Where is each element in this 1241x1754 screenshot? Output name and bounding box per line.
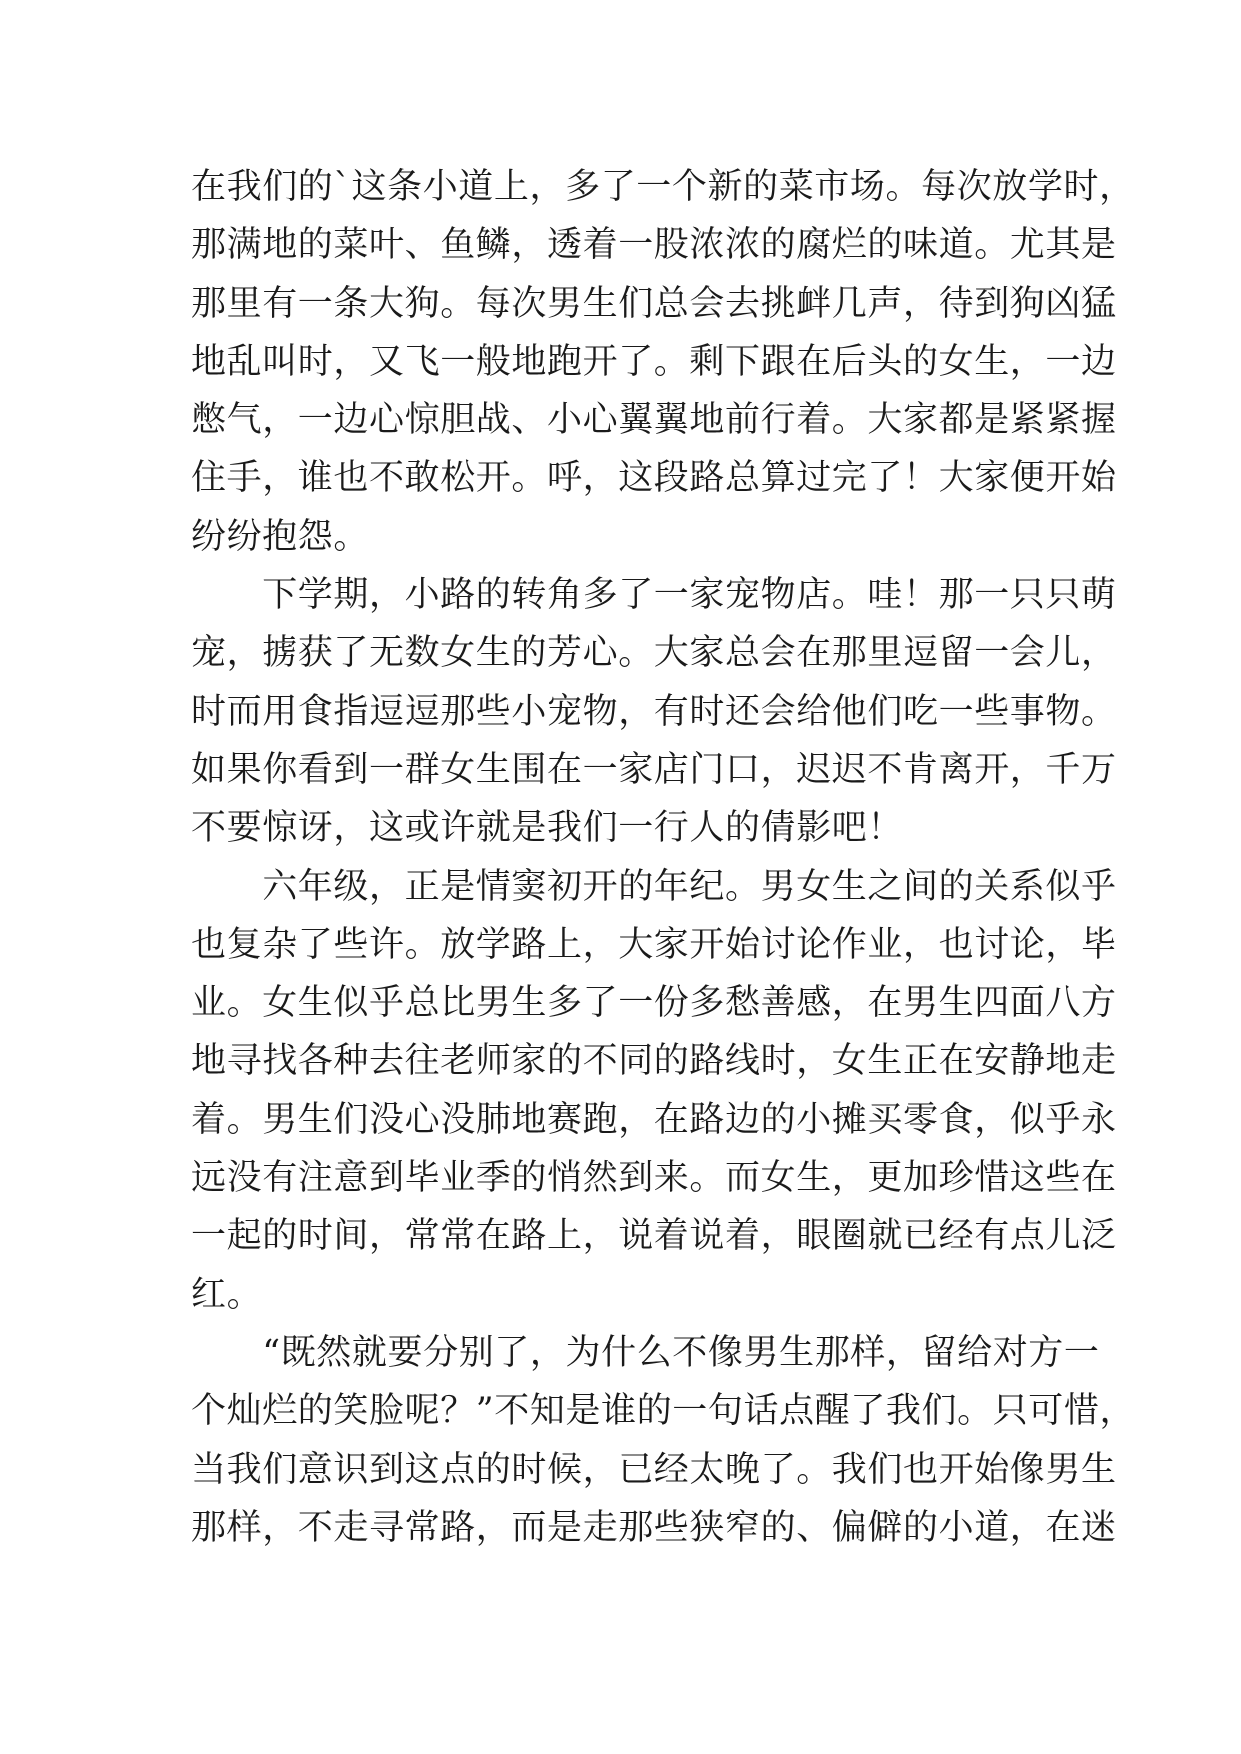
text-line: 业。女生似乎总比男生多了一份多愁善感，在男生四面八方 — [191, 983, 1117, 1024]
text-line: 如果你看到一群女生围在一家店门口，迟迟不肯离开，千万 — [191, 749, 1117, 790]
text-line: 当我们意识到这点的时候，已经太晚了。我们也开始像男生 — [191, 1449, 1117, 1490]
text-line: 那样，不走寻常路，而是走那些狭窄的、偏僻的小道，在迷 — [191, 1507, 1117, 1548]
text-line: 住手，谁也不敢松开。呼，这段路总算过完了！大家便开始 — [191, 458, 1117, 499]
text-line: 纷纷抱怨。 — [191, 516, 370, 557]
text-line: 地乱叫时，又飞一般地跑开了。剩下跟在后头的女生，一边 — [191, 341, 1117, 382]
text-line: 个灿烂的笑脸呢？”不知是谁的一句话点醒了我们。只可惜， — [191, 1391, 1136, 1432]
text-line: 远没有注意到毕业季的悄然到来。而女生，更加珍惜这些在 — [191, 1158, 1117, 1199]
text-line: 地寻找各种去往老师家的不同的路线时，女生正在安静地走 — [191, 1041, 1117, 1082]
text-line: 在我们的`这条小道上，多了一个新的菜市场。每次放学时， — [191, 167, 1135, 207]
text-line: 也复杂了些许。放学路上，大家开始讨论作业，也讨论，毕 — [191, 924, 1117, 965]
text-line: 红。 — [191, 1274, 263, 1315]
text-line: 不要惊讶，这或许就是我们一行人的倩影吧！ — [191, 808, 904, 849]
text-line: 下学期，小路的转角多了一家宠物店。哇！那一只只萌 — [191, 575, 1117, 616]
text-line: “既然就要分别了，为什么不像男生那样，留给对方一 — [191, 1332, 1100, 1373]
text-line: 六年级，正是情窦初开的年纪。男女生之间的关系似乎 — [191, 866, 1117, 907]
text-line: 时而用食指逗逗那些小宠物，有时还会给他们吃一些事物。 — [191, 691, 1117, 732]
text-line: 憋气，一边心惊胆战、小心翼翼地前行着。大家都是紧紧握 — [191, 400, 1117, 441]
body-text — [191, 158, 1136, 1557]
text-line: 那满地的菜叶、鱼鳞，透着一股浓浓的腐烂的味道。尤其是 — [191, 225, 1117, 266]
text-line: 一起的时间，常常在路上，说着说着，眼圈就已经有点儿泛 — [191, 1216, 1117, 1257]
text-line: 那里有一条大狗。每次男生们总会去挑衅几声，待到狗凶猛 — [191, 283, 1117, 324]
text-line: 着。男生们没心没肺地赛跑，在路边的小摊买零食，似乎永 — [191, 1099, 1117, 1140]
text-line: 宠，掳获了无数女生的芳心。大家总会在那里逗留一会儿， — [191, 633, 1117, 674]
